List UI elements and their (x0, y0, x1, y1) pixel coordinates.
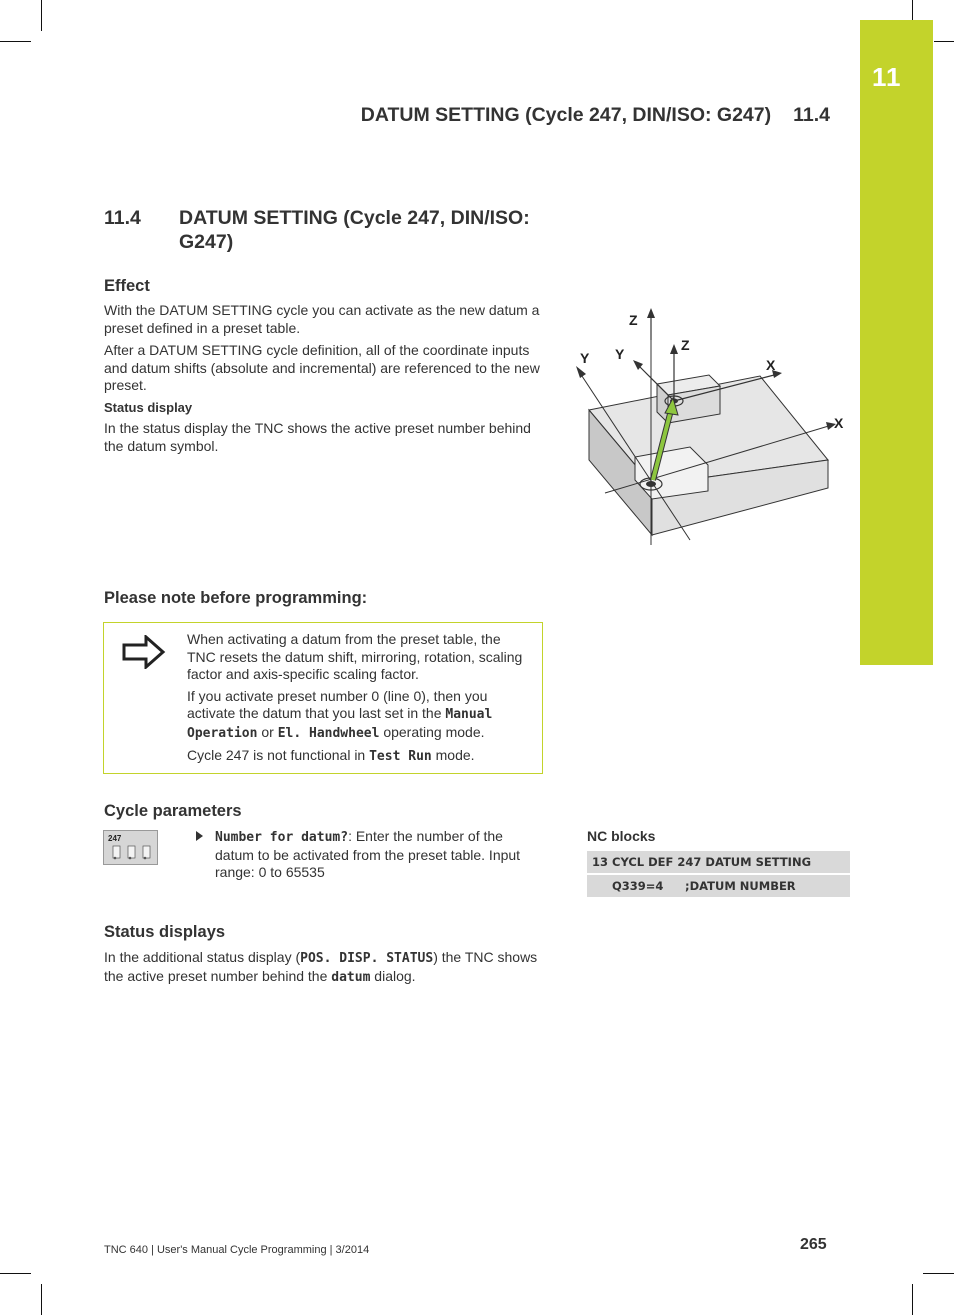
note-paragraph-2 (187, 688, 527, 743)
note-p2-handwheel: El. Handwheel (277, 725, 380, 741)
note-paragraph-3 (187, 747, 527, 766)
effect-paragraph-1: With the DATUM SETTING cycle you can activate as the new datum a preset defined in a preset table. (104, 302, 540, 336)
arrow-right-icon (122, 635, 166, 669)
crop-mark (934, 41, 954, 42)
note-text (187, 631, 527, 769)
note-heading: Please note before programming: (104, 589, 368, 607)
chapter-number: 11 (872, 62, 902, 92)
nc-block-row (587, 851, 850, 873)
datum-illustration (560, 300, 850, 550)
effect-paragraph-2: After a DATUM SETTING cycle definition, all of the coordinate inputs and datum shifts (absolute and incremental) are referenced to the new preset. (104, 342, 540, 394)
parameter-text (215, 828, 545, 882)
section-title: DATUM SETTING (Cycle 247, DIN/ISO: G247) (179, 207, 530, 253)
status-text: In the additional status display ( (104, 949, 301, 965)
status-displays-heading: Status displays (104, 923, 226, 941)
running-header (361, 104, 830, 127)
status-text-end: dialog. (370, 967, 416, 984)
label-z-secondary: Z (681, 337, 690, 353)
note-p2-or: or (257, 723, 278, 740)
crop-mark (923, 1273, 954, 1274)
status-text-mid: ) the TNC shows the active preset number behind the (104, 949, 538, 984)
cycle-parameters-heading: Cycle parameters (104, 802, 242, 820)
note-p2-text: If you activate preset number 0 (line 0), then you activate the datum that you last set in the (187, 687, 488, 722)
running-header-section: 11.4 (793, 104, 830, 126)
datum-symbol-old-inner (646, 481, 656, 487)
note-p3-end: mode. (431, 746, 475, 763)
status-displays-paragraph (104, 949, 544, 986)
nc-block-row (587, 875, 850, 897)
cycle-247-softkey (103, 830, 158, 865)
crop-mark (41, 0, 42, 31)
z-arrowhead-main (647, 308, 655, 318)
label-z-main: Z (629, 312, 638, 328)
softkey-label: 247 (108, 834, 122, 843)
parameter-name: Number for datum? (215, 830, 349, 845)
section-number: 11.4 (104, 207, 141, 229)
parameter-description: : Enter the number of the datum to be activated from the preset table. Input range: 0 to 65535 (215, 828, 521, 881)
note-p3-test-run: Test Run (369, 748, 432, 764)
nc-block-comment: ;DATUM NUMBER (685, 879, 796, 893)
nc-blocks-heading: NC blocks (587, 828, 656, 844)
page-number: 265 (800, 1236, 827, 1253)
chapter-tab (860, 20, 933, 665)
status-datum: datum (331, 969, 371, 985)
crop-mark (912, 0, 913, 20)
footer-text: TNC 640 | User's Manual Cycle Programming | 3/2014 (104, 1244, 370, 1256)
label-x-main: X (834, 415, 844, 431)
note-p2-end: operating mode. (379, 723, 485, 740)
note-p2-manual-operation: Manual Operation (187, 707, 493, 741)
status-display-subheading: Status display (104, 400, 193, 415)
softkey-graphic-icon (104, 831, 157, 864)
bullet-triangle-icon (196, 831, 203, 841)
running-header-title: DATUM SETTING (Cycle 247, DIN/ISO: G247) (360, 104, 772, 126)
label-x-secondary: X (766, 357, 776, 373)
note-box (103, 622, 543, 774)
crop-mark (912, 1284, 913, 1315)
note-p3-text: Cycle 247 is not functional in (187, 746, 370, 763)
crop-mark (0, 1273, 31, 1274)
label-y-main: Y (580, 350, 590, 366)
status-pos-disp: POS. DISP. STATUS (300, 951, 434, 966)
effect-paragraph-3: In the status display the TNC shows the active preset number behind the datum symbol. (104, 420, 531, 454)
crop-mark (0, 41, 31, 42)
y-arrowhead-main (576, 366, 586, 378)
label-y-secondary: Y (615, 346, 625, 362)
crop-mark (41, 1284, 42, 1315)
effect-heading: Effect (104, 277, 150, 295)
nc-block-code: Q339=4 (612, 879, 664, 893)
nc-block-line-1: 13 CYCL DEF 247 DATUM SETTING (592, 855, 812, 869)
note-paragraph-1: When activating a datum from the preset table, the TNC resets the datum shift, mirroring, rotation, scaling factor and axis-specific scaling factor. (187, 631, 523, 683)
z-arrowhead-secondary (670, 344, 678, 354)
